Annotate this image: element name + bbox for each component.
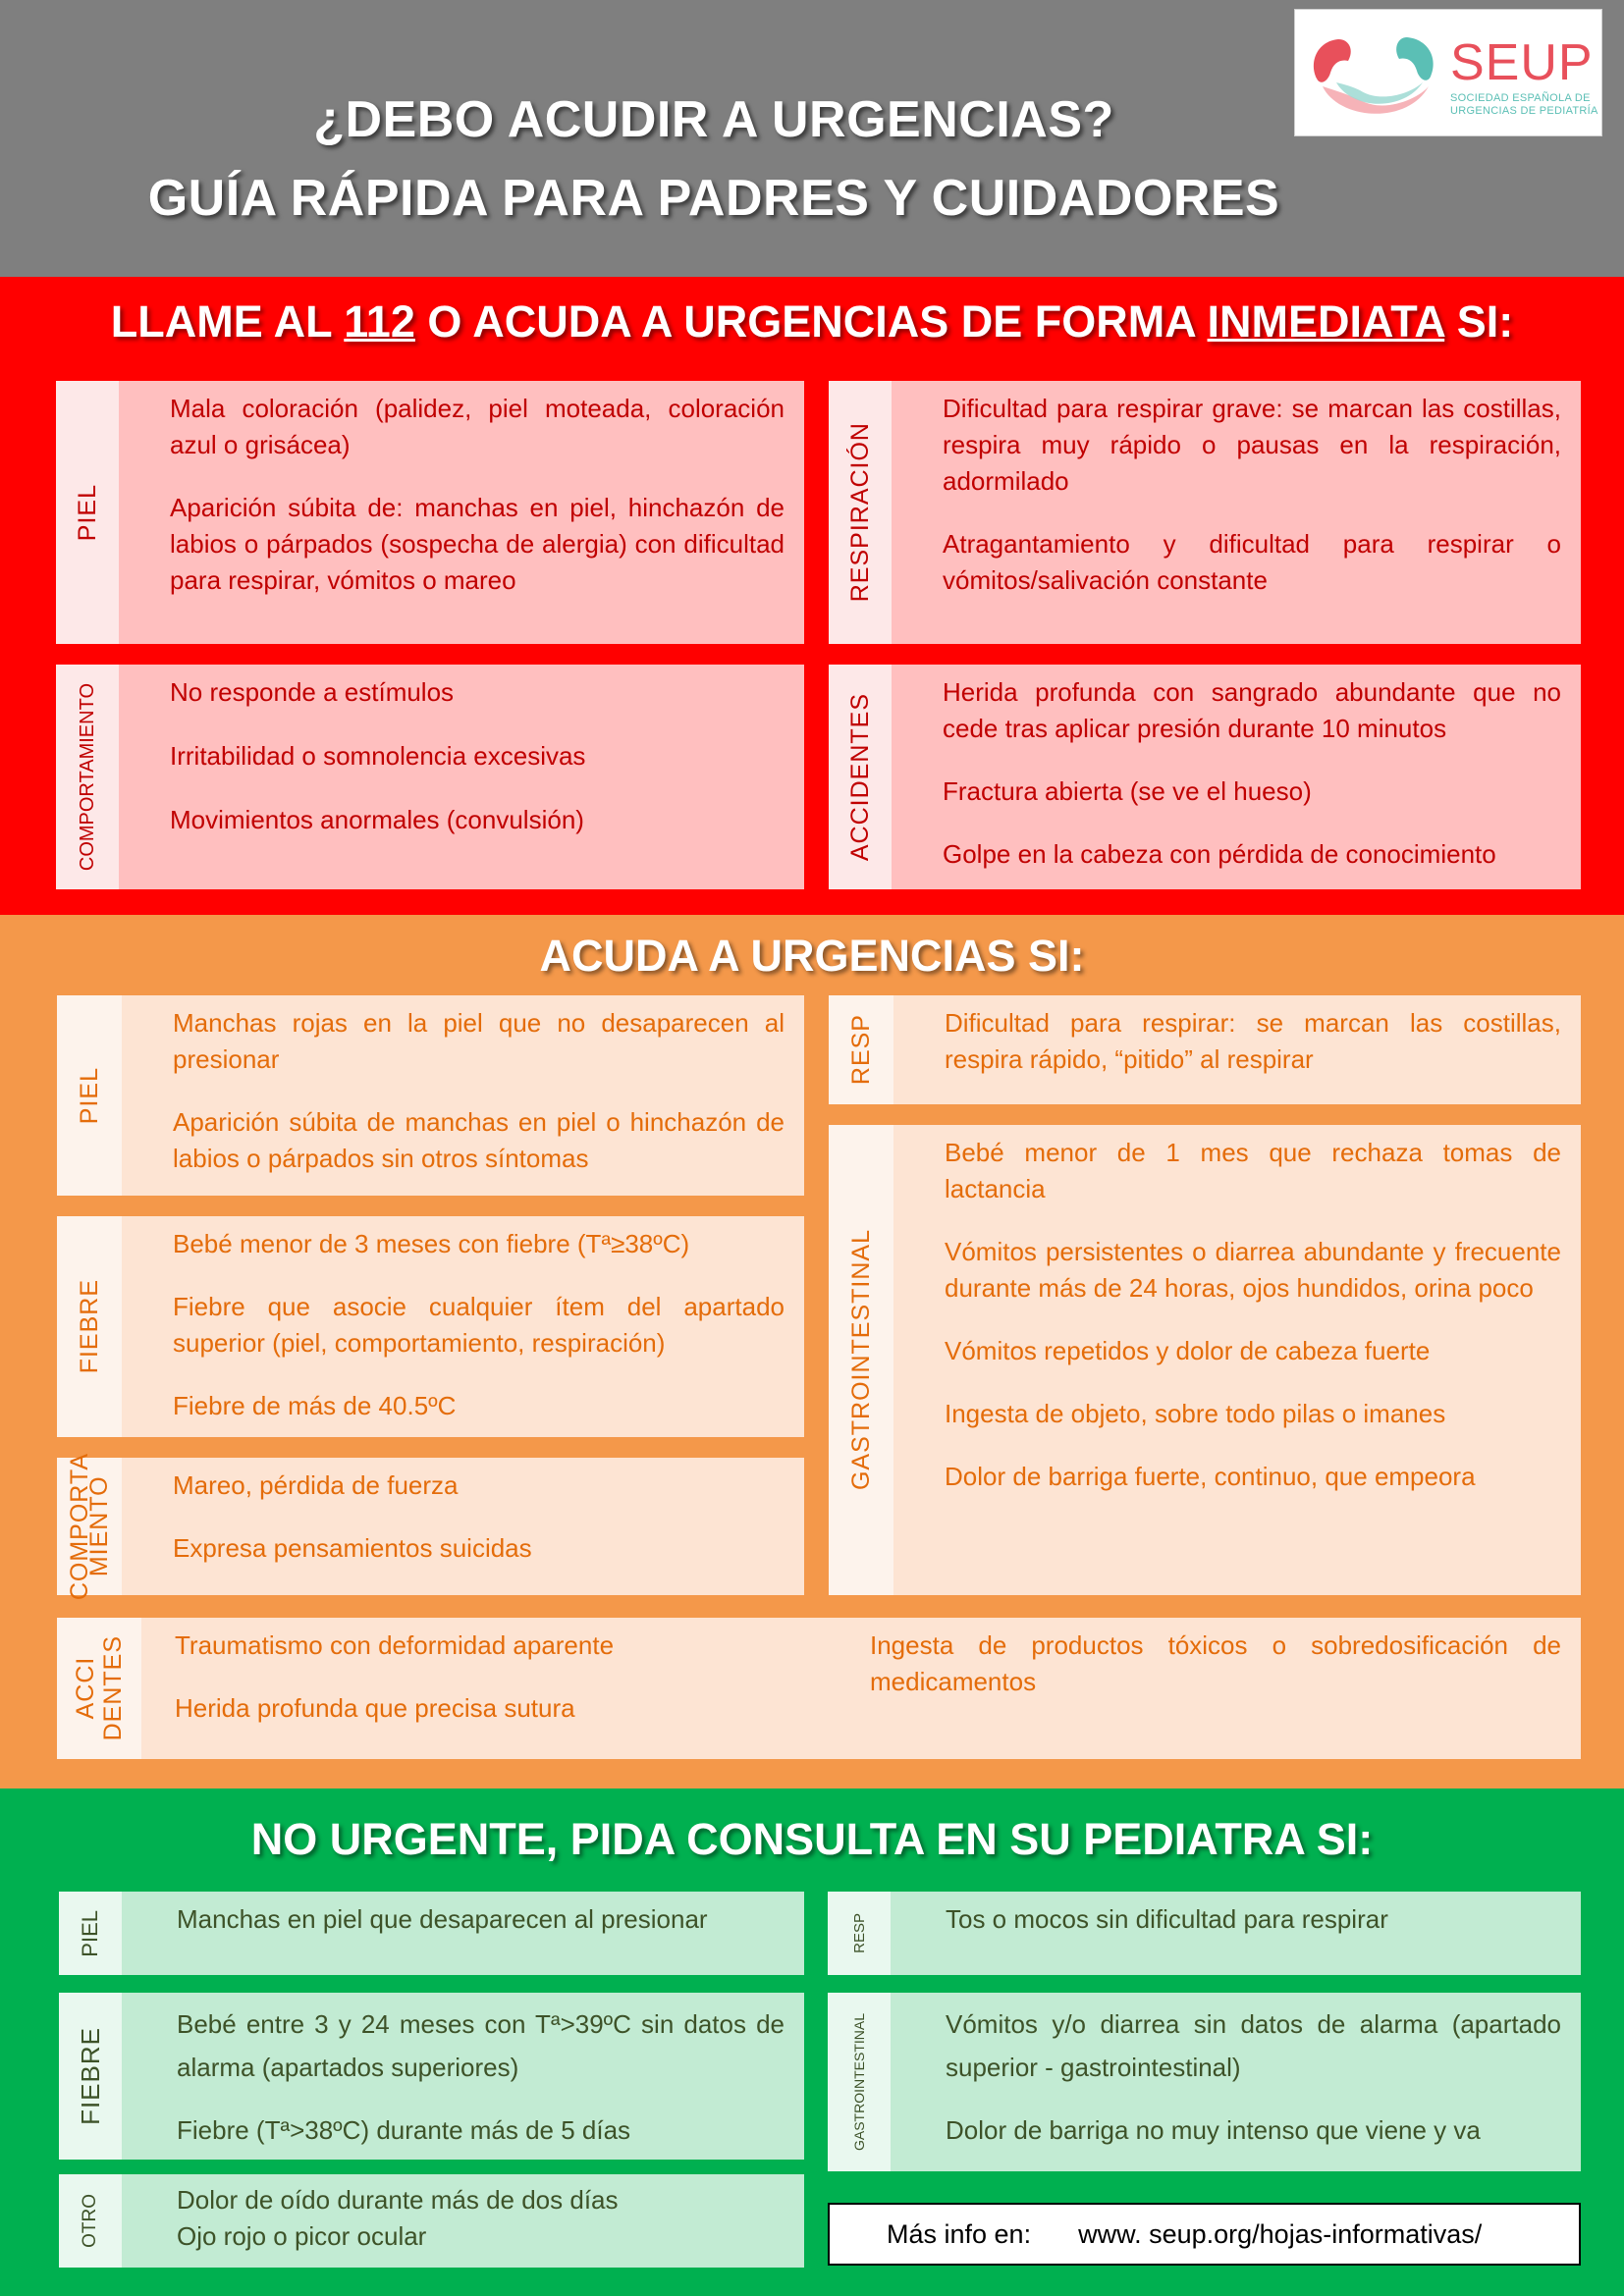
list-item: Aparición súbita de: manchas en piel, hinchazón de labios o párpados (sospecha de alergia) con dificultad para respirar, vómitos o mareo — [170, 493, 785, 595]
seup-logo-icon — [1309, 29, 1446, 128]
urgent-fiebre-box — [57, 1216, 804, 1437]
list-item: Aparición súbita de manchas en piel o hinchazón de labios o párpados sin otros síntomas — [173, 1107, 785, 1173]
category-label — [829, 381, 892, 644]
non-urgent-piel-box — [59, 1892, 804, 1975]
list-item: Ojo rojo o picor ocular — [177, 2221, 427, 2251]
list-item: Ingesta de productos tóxicos o sobredosificación de medicamentos — [870, 1630, 1561, 1696]
urgent-comportamiento-box — [57, 1452, 804, 1601]
list-item: Vómitos persistentes o diarrea abundante y frecuente durante más de 24 horas, ojos hundidos, orina poco — [945, 1237, 1561, 1303]
category-label — [59, 2174, 122, 2268]
category-label-text: GASTROINTESTINAL — [851, 2012, 867, 2152]
emergency-number: 112 — [344, 296, 415, 347]
category-label-text: FIEBRE — [75, 2027, 105, 2125]
logo-subtitle — [1450, 92, 1598, 118]
logo-subtitle-line1: SOCIEDAD ESPAÑOLA DE — [1450, 92, 1591, 104]
category-label-line: COMPORTA — [66, 1452, 93, 1601]
item-list — [122, 1216, 804, 1437]
item-list — [141, 1618, 837, 1759]
logo-name: SEUP — [1450, 34, 1594, 91]
list-item: Fiebre (Tª>38ºC) durante más de 5 días — [177, 2115, 631, 2145]
category-label — [56, 665, 119, 889]
category-label — [57, 1618, 141, 1759]
item-list — [119, 665, 804, 889]
list-item: Vómitos repetidos y dolor de cabeza fuerte — [945, 1336, 1431, 1365]
list-item: Manchas en piel que desaparecen al presionar — [177, 1904, 708, 1934]
category-label-line: DENTES — [99, 1635, 127, 1741]
category-label-text: OTRO — [80, 2194, 100, 2248]
item-list — [893, 1125, 1581, 1595]
list-item: Ingesta de objeto, sobre todo pilas o imanes — [945, 1399, 1446, 1428]
list-item: Mareo, pérdida de fuerza — [173, 1470, 459, 1500]
logo-subtitle-line2: URGENCIAS DE PEDIATRÍA — [1450, 105, 1598, 117]
non-urgent-fiebre-box — [59, 1993, 804, 2160]
category-label-text — [72, 1635, 127, 1740]
list-item: Fiebre de más de 40.5ºC — [173, 1391, 457, 1420]
category-label-line: MIENTO — [85, 1475, 113, 1577]
item-list — [892, 665, 1581, 889]
category-label — [828, 1892, 891, 1975]
list-item: Atragantamiento y dificultad para respirar o vómitos/salivación constante — [943, 529, 1561, 595]
urgent-section-title: ACUDA A URGENCIAS SI: — [539, 931, 1085, 981]
list-item: Fractura abierta (se ve el hueso) — [943, 776, 1312, 806]
category-label-text: FIEBRE — [75, 1279, 103, 1374]
page-title: ¿DEBO ACUDIR A URGENCIAS? — [313, 91, 1114, 148]
category-label-text: GASTROINTESTINAL — [846, 1229, 875, 1491]
list-item: Dificultad para respirar grave: se marcan las costillas, respira muy rápido o pausas en la respiración, adormilado — [943, 394, 1561, 496]
category-label — [829, 995, 893, 1104]
more-info-box — [828, 2203, 1581, 2266]
list-item: Irritabilidad o somnolencia excesivas — [170, 741, 586, 771]
list-item: Golpe en la cabeza con pérdida de conocimiento — [943, 839, 1496, 869]
list-item: Expresa pensamientos suicidas — [173, 1533, 532, 1563]
category-label — [829, 1125, 893, 1595]
category-label-text: PIEL — [75, 1066, 103, 1125]
immediate-comportamiento-box — [56, 665, 804, 889]
urgent-resp-box — [829, 995, 1581, 1104]
page-subtitle: GUÍA RÁPIDA PARA PADRES Y CUIDADORES — [147, 170, 1280, 227]
category-label-text: COMPORTAMIENTO — [76, 682, 98, 872]
item-list — [122, 1892, 804, 1975]
more-info-link[interactable]: www. seup.org/hojas-informativas/ — [1078, 2218, 1483, 2249]
list-item: Tos o mocos sin dificultad para respirar — [946, 1904, 1388, 1934]
immediate-section — [0, 277, 1624, 915]
urgent-piel-box — [57, 995, 804, 1196]
category-label-text: PIEL — [78, 1909, 102, 1957]
list-item: Traumatismo con deformidad aparente — [175, 1630, 615, 1660]
category-label — [57, 995, 122, 1196]
immediate-respiracion-box — [829, 381, 1581, 644]
item-list — [119, 381, 804, 644]
list-item: Bebé entre 3 y 24 meses con Tª>39ºC sin datos de alarma (apartados superiores) — [177, 2009, 785, 2082]
item-list — [892, 381, 1581, 644]
title-keyword: INMEDIATA — [1207, 296, 1445, 347]
list-item: Mala coloración (palidez, piel moteada, coloración azul o grisácea) — [170, 394, 785, 459]
list-item: Dolor de barriga no muy intenso que viene y va — [946, 2115, 1481, 2145]
category-label — [59, 1892, 122, 1975]
item-list — [122, 1993, 804, 2160]
title-part: SI: — [1444, 296, 1514, 347]
non-urgent-resp-box — [828, 1892, 1581, 1975]
list-item: No responde a estímulos — [170, 677, 455, 707]
more-info-label: Más info en: — [887, 2218, 1032, 2249]
non-urgent-section-title: NO URGENTE, PIDA CONSULTA EN SU PEDIATRA SI: — [250, 1814, 1374, 1864]
urgent-section — [0, 915, 1624, 1789]
non-urgent-otro-box — [59, 2174, 804, 2268]
item-list — [893, 995, 1581, 1104]
list-item: Herida profunda que precisa sutura — [175, 1693, 575, 1723]
item-list — [122, 995, 804, 1196]
category-label — [57, 1452, 122, 1601]
urgent-accidentes-box — [57, 1618, 1581, 1759]
list-item: Bebé menor de 3 meses con fiebre (Tª≥38ºC) — [173, 1229, 690, 1258]
category-label — [57, 1216, 122, 1437]
header — [0, 0, 1624, 277]
list-item: Herida profunda con sangrado abundante que no cede tras aplicar presión durante 10 minutos — [943, 677, 1561, 743]
category-label-line: ACCI — [72, 1657, 99, 1720]
item-list — [837, 1618, 1581, 1759]
immediate-accidentes-box — [829, 665, 1581, 889]
category-label-text — [66, 1452, 113, 1601]
list-item: Manchas rojas en la piel que no desaparecen al presionar — [173, 1008, 785, 1074]
immediate-section-title — [0, 296, 1624, 347]
list-item: Dolor de barriga fuerte, continuo, que empeora — [945, 1462, 1476, 1491]
urgent-gastro-box — [829, 1125, 1581, 1595]
item-list — [122, 1458, 804, 1595]
item-list — [122, 2174, 804, 2268]
list-item: Bebé menor de 1 mes que rechaza tomas de lactancia — [945, 1138, 1561, 1203]
non-urgent-gastro-box — [828, 1993, 1581, 2171]
item-list — [891, 1892, 1581, 1975]
category-label — [59, 1993, 122, 2160]
item-list — [891, 1993, 1581, 2171]
list-item: Fiebre que asocie cualquier ítem del apartado superior (piel, comportamiento, respiración) — [173, 1292, 785, 1358]
title-part: O ACUDA A URGENCIAS DE FORMA — [414, 296, 1208, 347]
list-item: Vómitos y/o diarrea sin datos de alarma (apartado superior - gastrointestinal) — [946, 2009, 1561, 2082]
seup-logo — [1294, 9, 1602, 136]
title-part: LLAME AL — [110, 296, 345, 347]
list-item: Movimientos anormales (convulsión) — [170, 805, 584, 834]
category-label — [828, 1993, 891, 2171]
immediate-piel-box — [56, 381, 804, 644]
category-label — [56, 381, 119, 644]
category-label-text: RESPIRACIÓN — [845, 422, 874, 603]
list-item: Dolor de oído durante más de dos días — [177, 2185, 619, 2215]
category-label-text: ACCIDENTES — [845, 692, 874, 862]
category-label — [829, 665, 892, 889]
category-label-text: RESP — [846, 1014, 875, 1086]
list-item: Dificultad para respirar: se marcan las costillas, respira rápido, “pitido” al respirar — [945, 1008, 1561, 1074]
category-label-text: RESP — [850, 1913, 868, 1953]
category-label-text: PIEL — [73, 483, 101, 542]
